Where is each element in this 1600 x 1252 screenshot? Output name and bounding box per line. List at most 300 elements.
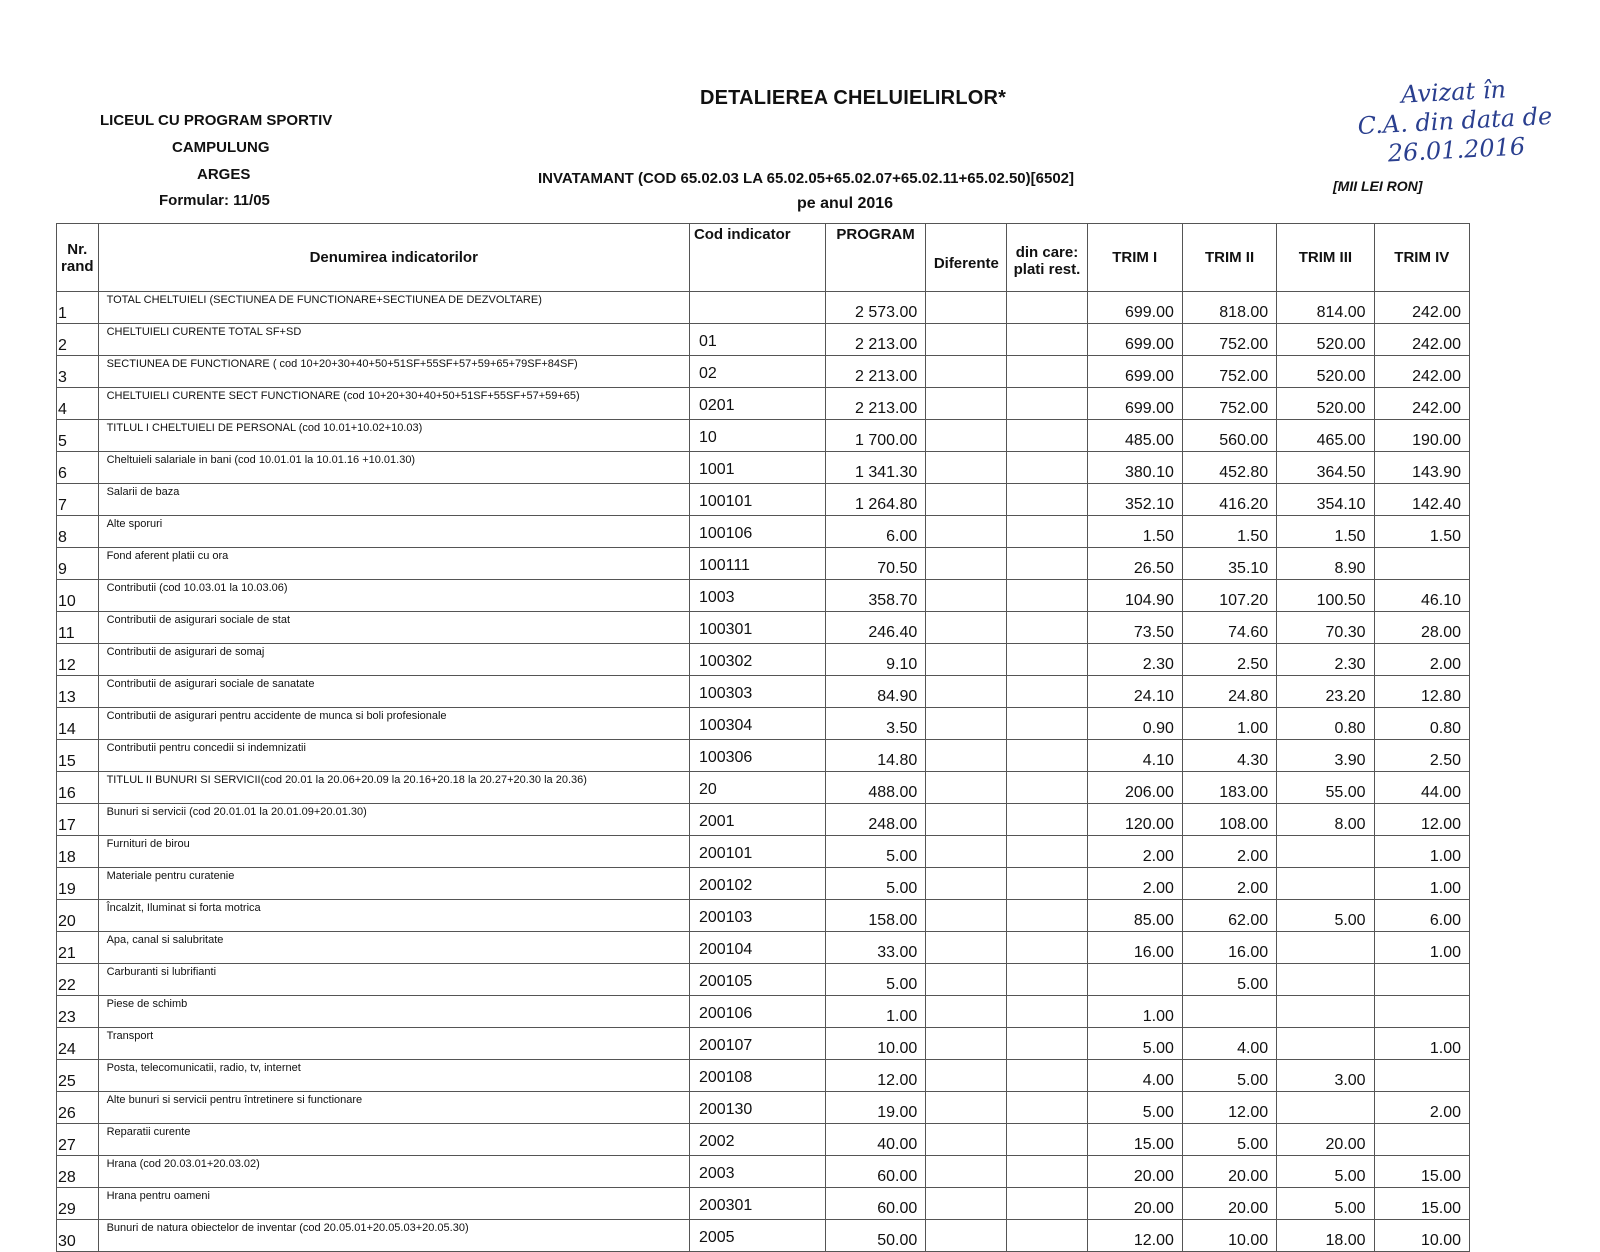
col-header-nr: Nr. rand [57,224,99,292]
program-value: 14.80 [825,740,925,772]
trim-1-value: 20.00 [1087,1188,1182,1220]
trim-4-value: 2.00 [1374,1092,1469,1124]
plati-rest-value [1007,996,1087,1028]
trim-4-value [1374,548,1469,580]
trim-4-value: 242.00 [1374,356,1469,388]
indicator-name: Reparatii curente [98,1124,689,1156]
indicator-code: 200102 [689,868,825,900]
diferente-value [926,772,1007,804]
program-value: 246.40 [825,612,925,644]
trim-2-value: 2.50 [1182,644,1276,676]
table-row [57,1188,1470,1220]
note-line: 26.01.2016 [1387,132,1526,168]
trim-2-value: 560.00 [1182,420,1276,452]
plati-rest-value [1007,676,1087,708]
trim-1-value: 26.50 [1087,548,1182,580]
program-value: 248.00 [825,804,925,836]
trim-2-value: 5.00 [1182,964,1276,996]
trim-2-value: 752.00 [1182,388,1276,420]
table-row [57,324,1470,356]
indicator-code: 2001 [689,804,825,836]
row-number: 25 [57,1060,99,1092]
program-value: 2 213.00 [825,388,925,420]
table-row [57,836,1470,868]
trim-4-value: 6.00 [1374,900,1469,932]
trim-2-value [1182,996,1276,1028]
trim-3-value: 8.00 [1277,804,1374,836]
row-number: 19 [57,868,99,900]
indicator-code: 200108 [689,1060,825,1092]
trim-1-value: 24.10 [1087,676,1182,708]
trim-3-value: 20.00 [1277,1124,1374,1156]
diferente-value [926,676,1007,708]
program-value: 358.70 [825,580,925,612]
plati-rest-value [1007,324,1087,356]
program-value: 158.00 [825,900,925,932]
program-value: 3.50 [825,708,925,740]
table-row [57,1124,1470,1156]
table-header-row [57,224,1470,292]
diferente-value [926,420,1007,452]
indicator-code: 100106 [689,516,825,548]
trim-4-value: 1.00 [1374,868,1469,900]
trim-1-value: 380.10 [1087,452,1182,484]
trim-4-value: 12.00 [1374,804,1469,836]
indicator-name: Materiale pentru curatenie [98,868,689,900]
trim-2-value: 108.00 [1182,804,1276,836]
table-row [57,292,1470,324]
trim-2-value: 5.00 [1182,1060,1276,1092]
document-title: DETALIEREA CHELUIELIRLOR* [700,87,1007,109]
trim-1-value: 73.50 [1087,612,1182,644]
trim-3-value: 520.00 [1277,388,1374,420]
trim-1-value: 206.00 [1087,772,1182,804]
row-number: 8 [57,516,99,548]
plati-rest-value [1007,644,1087,676]
table-row [57,804,1470,836]
col-header-trim-3: TRIM III [1277,224,1374,292]
indicator-name: Salarii de baza [98,484,689,516]
plati-rest-value [1007,932,1087,964]
program-value: 2 573.00 [825,292,925,324]
indicator-code: 200105 [689,964,825,996]
table-row [57,1156,1470,1188]
program-value: 2 213.00 [825,356,925,388]
diferente-value [926,740,1007,772]
indicator-code: 0201 [689,388,825,420]
trim-3-value: 0.80 [1277,708,1374,740]
indicator-name: TOTAL CHELTUIELI (SECTIUNEA DE FUNCTIONARE+SECTIUNEA DE DEZVOLTARE) [98,292,689,324]
indicator-name: Fond aferent platii cu ora [98,548,689,580]
indicator-name: Bunuri si servicii (cod 20.01.01 la 20.01.09+20.01.30) [98,804,689,836]
row-number: 1 [57,292,99,324]
diferente-value [926,1092,1007,1124]
trim-2-value: 107.20 [1182,580,1276,612]
program-value: 60.00 [825,1188,925,1220]
trim-1-value: 2.00 [1087,868,1182,900]
diferente-value [926,900,1007,932]
plati-rest-value [1007,356,1087,388]
program-value: 12.00 [825,1060,925,1092]
trim-4-value: 15.00 [1374,1188,1469,1220]
row-number: 27 [57,1124,99,1156]
trim-2-value: 1.50 [1182,516,1276,548]
diferente-value [926,1156,1007,1188]
diferente-value [926,644,1007,676]
trim-1-value: 5.00 [1087,1092,1182,1124]
plati-rest-value [1007,484,1087,516]
indicator-name: Încalzit, Iluminat si forta motrica [98,900,689,932]
trim-4-value: 1.00 [1374,932,1469,964]
trim-1-value [1087,964,1182,996]
row-number: 13 [57,676,99,708]
trim-1-value: 1.50 [1087,516,1182,548]
table-row [57,1028,1470,1060]
trim-3-value: 1.50 [1277,516,1374,548]
plati-rest-value [1007,964,1087,996]
plati-rest-value [1007,1156,1087,1188]
table-row [57,932,1470,964]
indicator-code [689,292,825,324]
diferente-value [926,580,1007,612]
table-row [57,900,1470,932]
trim-4-value: 142.40 [1374,484,1469,516]
table-row [57,868,1470,900]
trim-3-value: 8.90 [1277,548,1374,580]
trim-3-value: 354.10 [1277,484,1374,516]
trim-2-value: 35.10 [1182,548,1276,580]
row-number: 16 [57,772,99,804]
note-line: C.A. din data de [1357,101,1553,141]
table-row [57,644,1470,676]
trim-4-value: 2.00 [1374,644,1469,676]
row-number: 14 [57,708,99,740]
indicator-name: Hrana (cod 20.03.01+20.03.02) [98,1156,689,1188]
col-header-plati-rest: din care: plati rest. [1007,224,1087,292]
trim-4-value: 1.50 [1374,516,1469,548]
indicator-name: TITLUL I CHELTUIELI DE PERSONAL (cod 10.01+10.02+10.03) [98,420,689,452]
diferente-value [926,836,1007,868]
plati-rest-value [1007,420,1087,452]
trim-4-value: 1.00 [1374,836,1469,868]
table-row [57,580,1470,612]
program-value: 1 700.00 [825,420,925,452]
indicator-code: 100101 [689,484,825,516]
trim-4-value: 1.00 [1374,1028,1469,1060]
trim-3-value: 23.20 [1277,676,1374,708]
trim-1-value: 5.00 [1087,1028,1182,1060]
diferente-value [926,1124,1007,1156]
trim-3-value: 520.00 [1277,324,1374,356]
row-number: 5 [57,420,99,452]
trim-2-value: 20.00 [1182,1188,1276,1220]
trim-2-value: 416.20 [1182,484,1276,516]
indicator-code: 100302 [689,644,825,676]
trim-1-value: 699.00 [1087,324,1182,356]
table-row [57,964,1470,996]
table-row [57,740,1470,772]
indicator-name: Contributii de asigurari sociale de stat [98,612,689,644]
row-number: 22 [57,964,99,996]
row-number: 18 [57,836,99,868]
table-body [57,292,1470,1252]
trim-1-value: 120.00 [1087,804,1182,836]
col-header-name: Denumirea indicatorilor [98,224,689,292]
indicator-code: 200130 [689,1092,825,1124]
program-value: 40.00 [825,1124,925,1156]
plati-rest-value [1007,1060,1087,1092]
trim-3-value: 364.50 [1277,452,1374,484]
indicator-code: 200107 [689,1028,825,1060]
plati-rest-value [1007,1220,1087,1252]
trim-1-value: 20.00 [1087,1156,1182,1188]
row-number: 10 [57,580,99,612]
indicator-name: Apa, canal si salubritate [98,932,689,964]
trim-4-value: 0.80 [1374,708,1469,740]
indicator-code: 01 [689,324,825,356]
trim-3-value: 520.00 [1277,356,1374,388]
table-row [57,548,1470,580]
program-value: 9.10 [825,644,925,676]
trim-1-value: 0.90 [1087,708,1182,740]
program-value: 5.00 [825,868,925,900]
indicator-name: Contributii de asigurari sociale de sanatate [98,676,689,708]
diferente-value [926,1060,1007,1092]
trim-2-value: 24.80 [1182,676,1276,708]
indicator-code: 10 [689,420,825,452]
trim-1-value: 1.00 [1087,996,1182,1028]
trim-2-value: 12.00 [1182,1092,1276,1124]
trim-4-value: 28.00 [1374,612,1469,644]
trim-4-value: 242.00 [1374,388,1469,420]
diferente-value [926,932,1007,964]
row-number: 20 [57,900,99,932]
row-number: 30 [57,1220,99,1252]
diferente-value [926,612,1007,644]
program-value: 50.00 [825,1220,925,1252]
indicator-code: 2003 [689,1156,825,1188]
indicator-name: Piese de schimb [98,996,689,1028]
diferente-value [926,484,1007,516]
trim-3-value [1277,836,1374,868]
trim-3-value [1277,996,1374,1028]
trim-4-value: 12.80 [1374,676,1469,708]
units-label: [MII LEI RON] [1333,178,1423,194]
col-header-cod: Cod indicator [689,224,825,292]
row-number: 7 [57,484,99,516]
trim-1-value: 352.10 [1087,484,1182,516]
indicator-code: 200101 [689,836,825,868]
plati-rest-value [1007,1028,1087,1060]
indicator-name: Transport [98,1028,689,1060]
trim-2-value: 1.00 [1182,708,1276,740]
trim-1-value: 4.10 [1087,740,1182,772]
trim-3-value: 814.00 [1277,292,1374,324]
plati-rest-value [1007,772,1087,804]
institution-city: CAMPULUNG [172,139,270,156]
plati-rest-value [1007,516,1087,548]
diferente-value [926,804,1007,836]
plati-rest-value [1007,1092,1087,1124]
program-value: 6.00 [825,516,925,548]
trim-1-value: 699.00 [1087,356,1182,388]
program-value: 5.00 [825,964,925,996]
trim-3-value: 3.90 [1277,740,1374,772]
trim-4-value [1374,1060,1469,1092]
trim-1-value: 2.00 [1087,836,1182,868]
form-number: Formular: 11/05 [159,192,270,209]
plati-rest-value [1007,548,1087,580]
trim-3-value [1277,1028,1374,1060]
trim-2-value: 10.00 [1182,1220,1276,1252]
table-row [57,356,1470,388]
program-value: 10.00 [825,1028,925,1060]
trim-2-value: 20.00 [1182,1156,1276,1188]
trim-2-value: 16.00 [1182,932,1276,964]
expenses-table [56,223,1470,1252]
trim-1-value: 699.00 [1087,292,1182,324]
trim-3-value [1277,932,1374,964]
trim-2-value: 752.00 [1182,356,1276,388]
indicator-code: 2002 [689,1124,825,1156]
program-value: 2 213.00 [825,324,925,356]
trim-3-value: 465.00 [1277,420,1374,452]
trim-2-value: 5.00 [1182,1124,1276,1156]
indicator-code: 200104 [689,932,825,964]
diferente-value [926,1188,1007,1220]
program-value: 5.00 [825,836,925,868]
indicator-name: CHELTUIELI CURENTE TOTAL SF+SD [98,324,689,356]
trim-1-value: 699.00 [1087,388,1182,420]
trim-2-value: 74.60 [1182,612,1276,644]
col-header-trim-4: TRIM IV [1374,224,1469,292]
trim-4-value: 44.00 [1374,772,1469,804]
indicator-name: Alte sporuri [98,516,689,548]
indicator-name: Posta, telecomunicatii, radio, tv, internet [98,1060,689,1092]
diferente-value [926,548,1007,580]
trim-1-value: 16.00 [1087,932,1182,964]
trim-3-value: 2.30 [1277,644,1374,676]
plati-rest-value [1007,868,1087,900]
trim-2-value: 2.00 [1182,868,1276,900]
diferente-value [926,1028,1007,1060]
trim-2-value: 4.00 [1182,1028,1276,1060]
diferente-value [926,452,1007,484]
indicator-name: SECTIUNEA DE FUNCTIONARE ( cod 10+20+30+40+50+51SF+55SF+57+59+65+79SF+84SF) [98,356,689,388]
col-header-program: PROGRAM [825,224,925,292]
table-row [57,516,1470,548]
row-number: 17 [57,804,99,836]
indicator-code: 200103 [689,900,825,932]
indicator-name: Cheltuieli salariale in bani (cod 10.01.01 la 10.01.16 +10.01.30) [98,452,689,484]
indicator-code: 100304 [689,708,825,740]
indicator-name: Alte bunuri si servicii pentru întretinere si functionare [98,1092,689,1124]
plati-rest-value [1007,740,1087,772]
indicator-name: CHELTUIELI CURENTE SECT FUNCTIONARE (cod 10+20+30+40+50+51SF+55SF+57+59+65) [98,388,689,420]
trim-4-value: 190.00 [1374,420,1469,452]
trim-4-value [1374,964,1469,996]
program-value: 1 264.80 [825,484,925,516]
plati-rest-value [1007,388,1087,420]
indicator-code: 100306 [689,740,825,772]
program-value: 1 341.30 [825,452,925,484]
row-number: 4 [57,388,99,420]
table-row [57,420,1470,452]
diferente-value [926,996,1007,1028]
indicator-name: TITLUL II BUNURI SI SERVICII(cod 20.01 la 20.06+20.09 la 20.16+20.18 la 20.27+20.30 la 20.36) [98,772,689,804]
table-row [57,612,1470,644]
indicator-code: 1001 [689,452,825,484]
table-row [57,388,1470,420]
trim-3-value [1277,1092,1374,1124]
program-value: 70.50 [825,548,925,580]
document-subtitle: INVATAMANT (COD 65.02.03 LA 65.02.05+65.02.07+65.02.11+65.02.50)[6502] [538,170,1075,187]
trim-2-value: 4.30 [1182,740,1276,772]
indicator-code: 200301 [689,1188,825,1220]
table-row [57,1092,1470,1124]
plati-rest-value [1007,708,1087,740]
plati-rest-value [1007,900,1087,932]
table-row [57,772,1470,804]
row-number: 23 [57,996,99,1028]
diferente-value [926,356,1007,388]
plati-rest-value [1007,452,1087,484]
indicator-name: Carburanti si lubrifianti [98,964,689,996]
plati-rest-value [1007,292,1087,324]
trim-1-value: 12.00 [1087,1220,1182,1252]
row-number: 2 [57,324,99,356]
diferente-value [926,324,1007,356]
row-number: 6 [57,452,99,484]
trim-3-value: 18.00 [1277,1220,1374,1252]
diferente-value [926,516,1007,548]
trim-1-value: 85.00 [1087,900,1182,932]
program-value: 60.00 [825,1156,925,1188]
col-header-trim-1: TRIM I [1087,224,1182,292]
indicator-name: Furnituri de birou [98,836,689,868]
trim-3-value: 70.30 [1277,612,1374,644]
indicator-code: 200106 [689,996,825,1028]
trim-3-value: 3.00 [1277,1060,1374,1092]
row-number: 24 [57,1028,99,1060]
trim-2-value: 452.80 [1182,452,1276,484]
trim-2-value: 752.00 [1182,324,1276,356]
note-line: Avizat în [1400,75,1507,109]
diferente-value [926,292,1007,324]
table-row [57,676,1470,708]
program-value: 1.00 [825,996,925,1028]
trim-4-value: 2.50 [1374,740,1469,772]
trim-2-value: 62.00 [1182,900,1276,932]
indicator-name: Bunuri de natura obiectelor de inventar (cod 20.05.01+20.05.03+20.05.30) [98,1220,689,1252]
diferente-value [926,964,1007,996]
trim-1-value: 4.00 [1087,1060,1182,1092]
diferente-value [926,1220,1007,1252]
trim-3-value: 5.00 [1277,1188,1374,1220]
row-number: 12 [57,644,99,676]
row-number: 11 [57,612,99,644]
indicator-name: Contributii de asigurari pentru accidente de munca si boli profesionale [98,708,689,740]
trim-1-value: 15.00 [1087,1124,1182,1156]
trim-3-value [1277,964,1374,996]
document-year: pe anul 2016 [797,195,894,212]
indicator-name: Contributii pentru concedii si indemnizatii [98,740,689,772]
trim-3-value: 55.00 [1277,772,1374,804]
table-row [57,996,1470,1028]
trim-2-value: 818.00 [1182,292,1276,324]
trim-4-value: 46.10 [1374,580,1469,612]
row-number: 29 [57,1188,99,1220]
